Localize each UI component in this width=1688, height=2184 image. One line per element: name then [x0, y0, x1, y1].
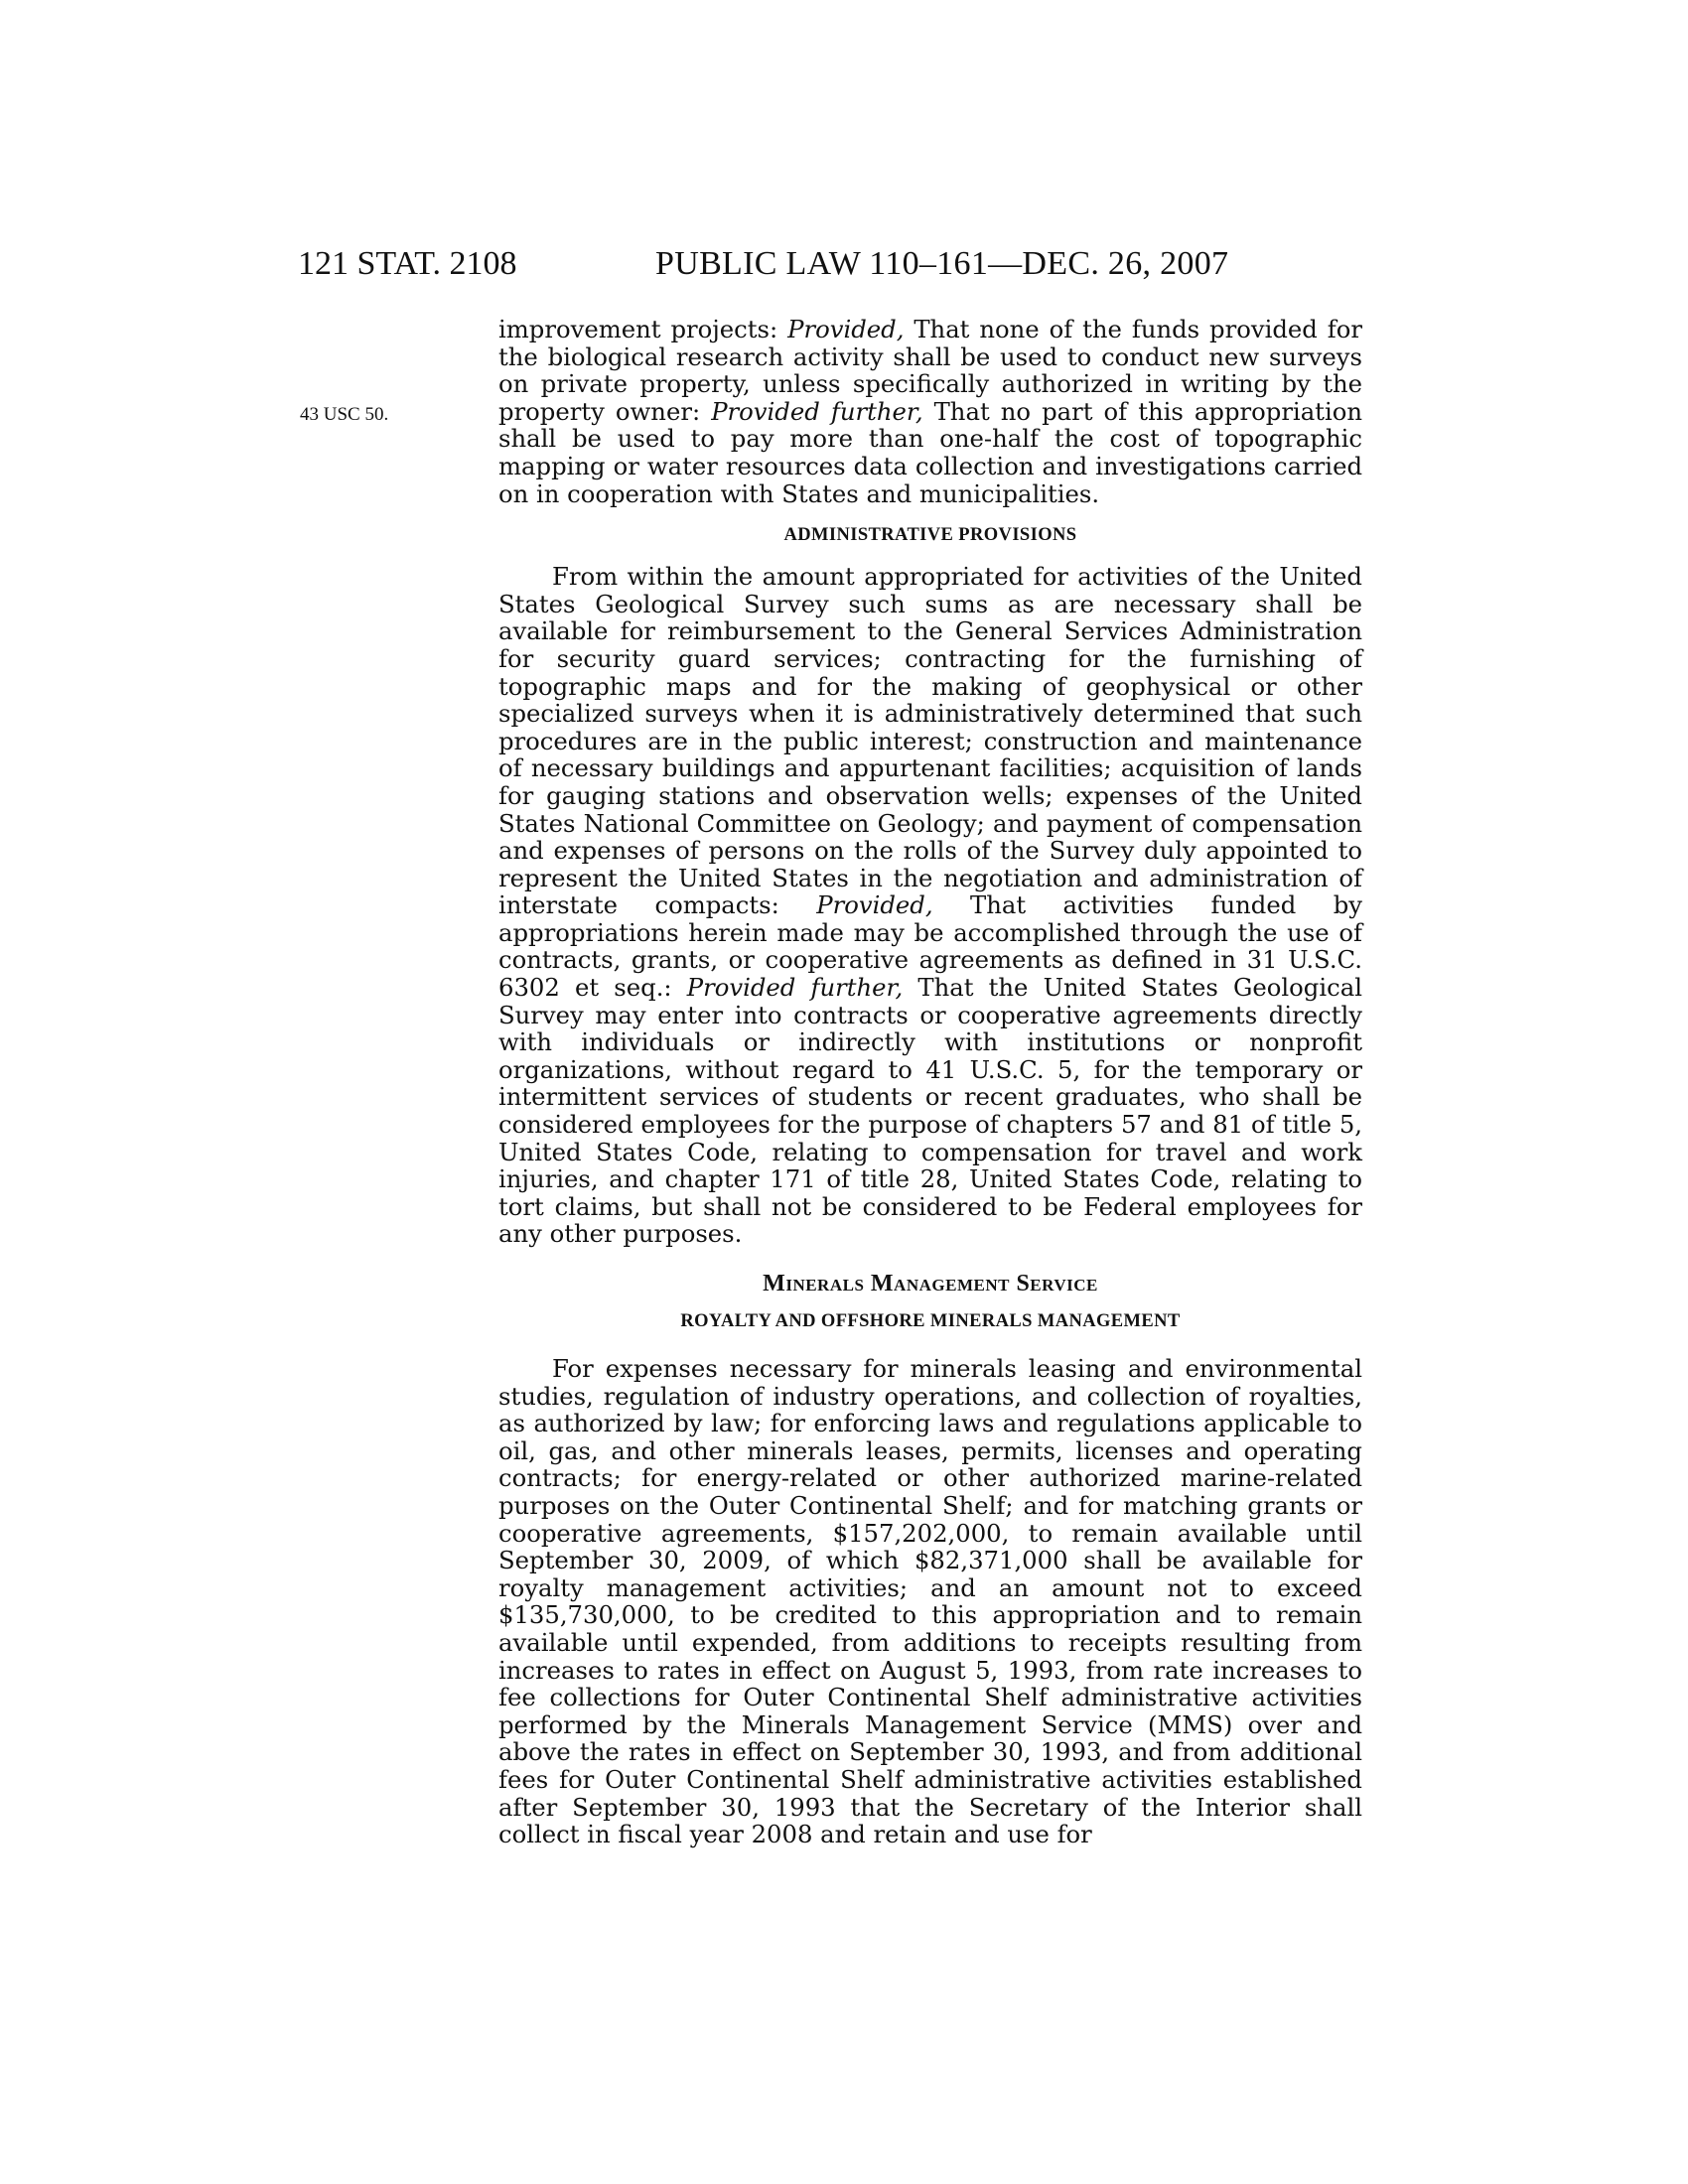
administrative-provisions-paragraph	[498, 563, 1362, 1248]
proviso-further-label: Provided further,	[686, 973, 904, 1003]
public-law-line: PUBLIC LAW 110–161—DEC. 26, 2007	[655, 245, 1229, 282]
royalty-management-paragraph: For expenses necessary for minerals leasing and environmental studies, regulation of industry operations, and collection of royalties, as authorized by law; for enforcing laws and regulations applicable to oil, gas, and other minerals leases, permits, licenses and operating contracts; for energy-related or other authorized marine-related purposes on the Outer Continental Shelf; and for matching grants or cooperative agreements, $157,202,000, to remain available until September 30, 2009, of which $82,371,000 shall be available for royalty management activities; and an amount not to exceed $135,730,000, to be credited to this appropriation and to remain available until expended, from additions to receipts resulting from increases to rates in effect on August 5, 1993, from rate increases to fee collections for Outer Continental Shelf administrative activities performed by the Minerals Management Service (MMS) over and above the rates in effect on September 30, 1993, and from additional fees for Outer Continental Shelf administrative activities established after September 30, 1993 that the Secretary of the Interior shall collect in fiscal year 2008 and retain and use for	[498, 1354, 1362, 1849]
admin-text-3: That the United States Geological Survey may enter into contracts or cooperative agreements directly with individuals or indirectly with institutions or nonprofit organizations, without regard to 41 U.S.C. 5, for the temporary or intermittent services of students or recent graduates, who shall be considered employees for the purpose of chapters 57 and 81 of title 5, United States Code, relating to compensation for travel and work injuries, and chapter 171 of title 28, United States Code, relating to tort claims, but shall not be considered to be Federal employees for any other purposes.	[498, 973, 1362, 1249]
margin-note-usc: 43 USC 50.	[300, 404, 389, 425]
continuation-paragraph	[498, 316, 1362, 507]
admin-text-1: From within the amount appropriated for activities of the United States Geological Survey such sums as are necessary shall be available for reimbursement to the General Services Administration for security guard services; contracting for the furnishing of topographic maps and for the making of geophysical or other specialized surveys when it is administratively determined that such procedures are in the public interest; construction and maintenance of necessary buildings and appurtenant facilities; acquisition of lands for gauging stations and observation wells; expenses of the United States National Committee on Geology; and payment of compensation and expenses of persons on the rolls of the Survey duly appointed to represent the United States in the negotiation and administration of interstate compacts:	[498, 562, 1362, 920]
proviso-label: Provided,	[816, 890, 933, 920]
continuation-text-3: That no part of this appropriation shall be used to pay more than one-half the cost of topographic mapping or water resources data collection and investigations carried on in cooperation with States and municipalities.	[498, 396, 1362, 508]
page-header	[298, 244, 1382, 284]
proviso-further-label: Provided further,	[711, 396, 923, 426]
royalty-offshore-heading: ROYALTY AND OFFSHORE MINERALS MANAGEMENT	[680, 1311, 1181, 1331]
proviso-label: Provided,	[787, 315, 905, 343]
continuation-text-1: improvement projects:	[498, 315, 788, 343]
stat-citation: 121 STAT. 2108	[298, 245, 517, 282]
admin-text-2: That activities funded by appropriations herein made may be accomplished through the use of contracts, grants, or cooperative agreements as defined in 31 U.S.C. 6302 et seq.:	[498, 890, 1362, 1003]
minerals-management-service-heading: Minerals Management Service	[763, 1271, 1098, 1297]
body-text-column	[498, 316, 1362, 1848]
continuation-text-2: That none of the funds provided for the biological research activity shall be used to conduct new surveys on private property, unless specifically authorized in writing by the property owner:	[498, 315, 1362, 426]
administrative-provisions-heading: ADMINISTRATIVE PROVISIONS	[783, 525, 1077, 546]
